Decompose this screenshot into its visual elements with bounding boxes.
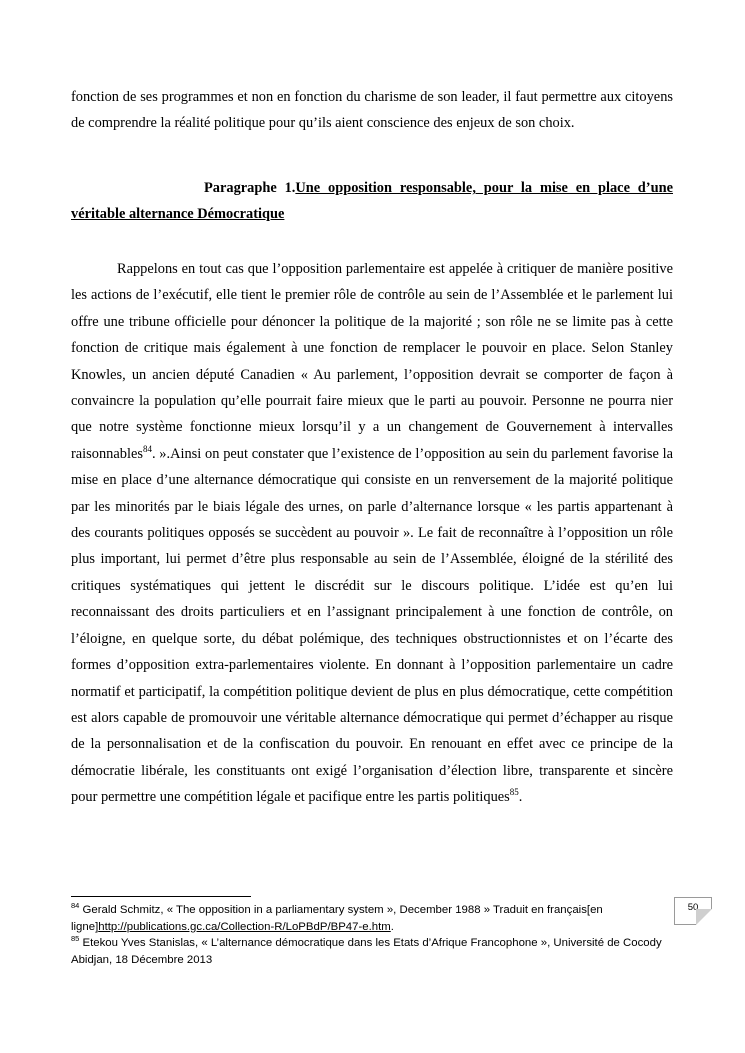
footnote-link[interactable]: http://publications.gc.ca/Collection-R/LoPBdP/BP47-e.htm [98, 920, 391, 933]
footnotes [71, 902, 671, 968]
main-paragraph-part3: . [518, 789, 523, 806]
footnote-85 [71, 935, 671, 968]
main-paragraph-part2: . ».Ainsi on peut constater que l’existence de l’opposition au sein du parlement favorise la mise en place d’une alternance démocratique qui consiste en un renversement de la majorité politique par les minorités par le biais légale des urnes, on parle d’alternance lorsque « les partis appartenant à des courants politiques opposés se succèdent au pouvoir ». Le fait de reconnaître à l’opposition un rôle plus important, lui permet d’être plus responsable au sein de l’Assemblée, éloigné de la stérilité des critiques systématiques qui jettent le discrédit sur le discours politique. L’idée est qu’en lui reconnaissant des droits particuliers et en l’assignant principalement à une fonction de contrôle, on l’éloigne, en quelque sorte, du débat polémique, des techniques obstructionnistes et on l’écarte des formes d’opposition extra-parlementaires violente. En donnant à l’opposition parlementaire un cadre normatif et participatif, la compétition politique devient de plus en plus démocratique, cette compétition est alors capable de promouvoir une véritable alternance démocratique qui permet d’échapper au risque de la personnalisation et de la confiscation du pouvoir. En renouant en effet avec ce principe de la démocratie libérale, les constituants ont exigé l’organisation d’élection libre, transparente et sincère pour permettre une compétition légale et pacifique entre les partis politiques [71, 445, 673, 806]
heading-title: Une opposition responsable, pour la mise en place d’une véritable alternance Démocratique [71, 180, 673, 223]
footnote-number: 84 [71, 901, 80, 911]
footnote-number: 85 [71, 934, 80, 944]
page-number-box [674, 897, 712, 925]
footnote-ref-85[interactable]: 85 [509, 787, 519, 798]
page-curl-icon [696, 909, 712, 925]
intro-paragraph: fonction de ses programmes et non en fonction du charisme de son leader, il faut permettre aux citoyens de comprendre la réalité politique pour qu’ils aient conscience des enjeux de son choix. [71, 89, 673, 132]
footnote-text: Gerald Schmitz, « The opposition in a parliamentary system », December 1988 » Traduit en français[en ligne] [71, 904, 603, 933]
footnote-separator [71, 896, 251, 897]
main-paragraph-part1: Rappelons en tout cas que l’opposition parlementaire est appelée à critiquer de manière positive les actions de l’exécutif, elle tient le premier rôle de contrôle au sein de l’Assemblée et le parlement lui offre une tribune officielle pour dénoncer la politique de la majorité ; son rôle ne se limite pas à cette fonction de critique mais également à une fonction de remplacer le pouvoir en place. Selon Stanley Knowles, un ancien député Canadien « Au parlement, l’opposition devrait se comporter de façon à convaincre la population qu’elle pourrait faire mieux que le parti au pouvoir. Personne ne pourra nier que notre système fonctionne mieux lorsqu’il y a un changement de Gouvernement à intervalles raisonnables [71, 261, 673, 462]
footnote-text: Etekou Yves Stanislas, « L’alternance démocratique dans les Etats d’Afrique Francophone », Université de Cocody Abidjan, 18 Décembre 2013 [71, 937, 662, 966]
footnote-ref-84[interactable]: 84 [142, 444, 152, 455]
footnote-text-after: . [390, 920, 394, 933]
main-paragraph [71, 256, 673, 811]
section-heading [71, 175, 673, 228]
heading-prefix: Paragraphe 1. [204, 180, 296, 196]
footnote-84 [71, 902, 671, 935]
page-number: 50 [687, 902, 699, 913]
